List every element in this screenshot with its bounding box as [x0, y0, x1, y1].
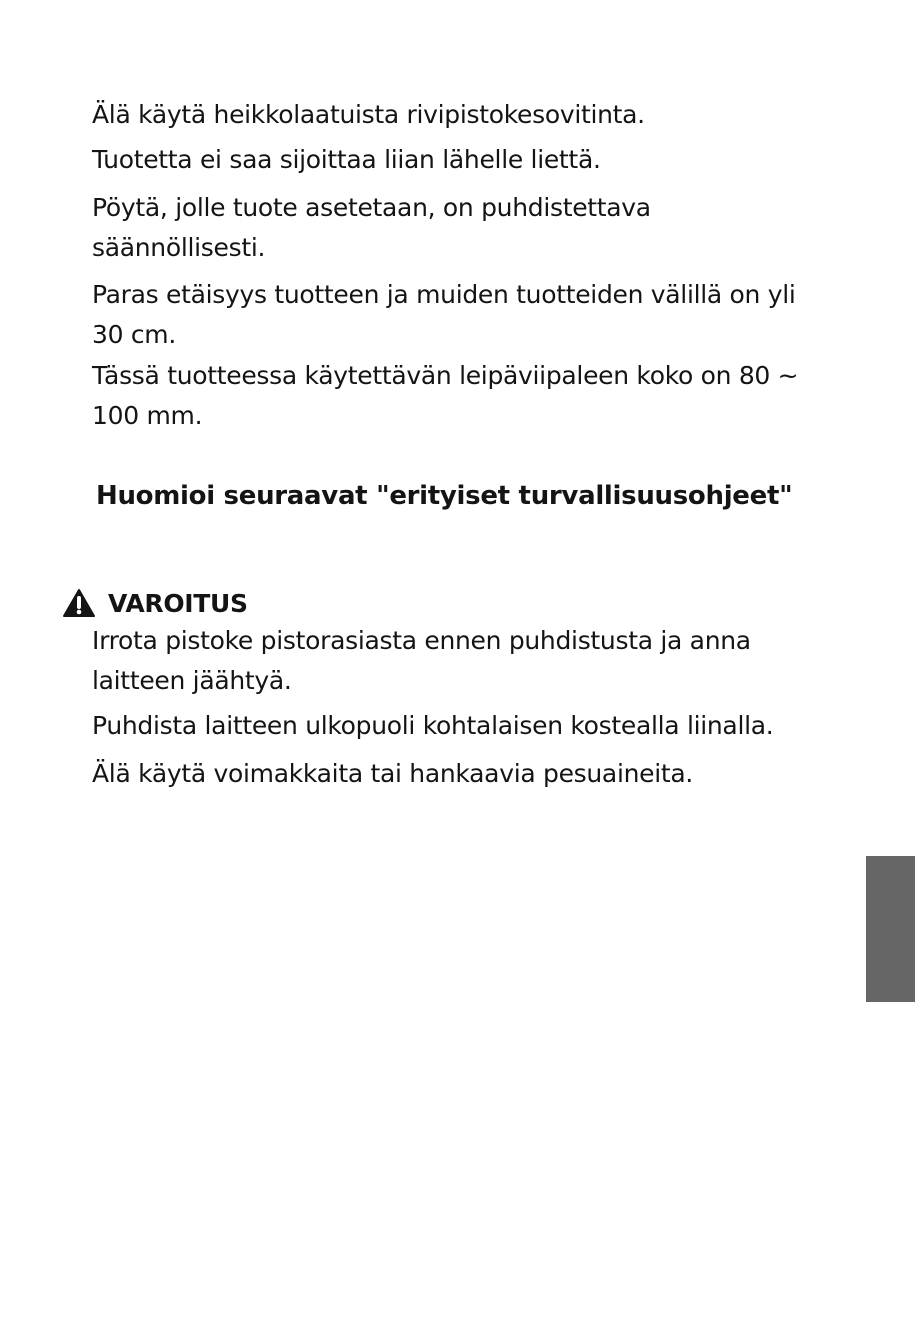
warning-paragraph-2: Puhdista laitteen ulkopuoli kohtalaisen kostealla liinalla.: [92, 711, 774, 740]
warning-triangle-icon: [62, 588, 96, 618]
chapter-side-tab: [866, 856, 915, 1002]
warning-header: [62, 585, 248, 621]
intro-paragraph-5: Tässä tuotteessa käytettävän leipäviipaleen koko on 80 ~ 100 mm.: [92, 361, 799, 430]
warning-paragraph-3: Älä käytä voimakkaita tai hankaavia pesuaineita.: [92, 759, 694, 788]
intro-paragraph-2: Tuotetta ei saa sijoittaa liian lähelle liettä.: [92, 145, 601, 174]
intro-paragraph-3: Pöytä, jolle tuote asetetaan, on puhdistettava säännöllisesti.: [92, 193, 651, 262]
warning-paragraph-1: Irrota pistoke pistorasiasta ennen puhdistusta ja anna laitteen jäähtyä.: [92, 626, 751, 695]
intro-paragraph-4: Paras etäisyys tuotteen ja muiden tuotteiden välillä on yli 30 cm.: [92, 280, 796, 349]
warning-label: VAROITUS: [108, 588, 248, 618]
safety-instructions-heading: Huomioi seuraavat "erityiset turvallisuusohjeet": [96, 481, 793, 511]
intro-paragraph-1: Älä käytä heikkolaatuista rivipistokesovitinta.: [92, 100, 645, 129]
